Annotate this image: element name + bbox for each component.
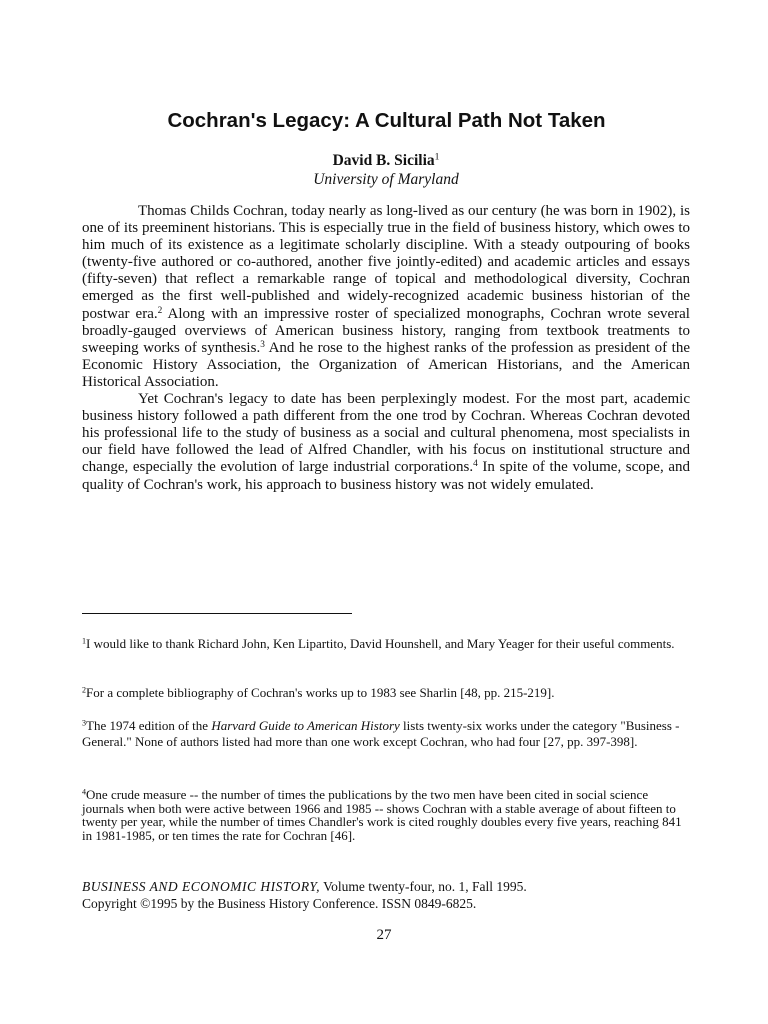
- text-run: The 1974 edition of the: [86, 718, 212, 733]
- text-run: For a complete bibliography of Cochran's works up to 1983 see Sharlin [48, pp. 215-219].: [86, 685, 555, 700]
- footnote-4: [82, 788, 690, 842]
- italic-title: Harvard Guide to American History: [211, 718, 400, 733]
- journal-citation: [82, 878, 692, 912]
- footnote-2: [82, 685, 690, 701]
- footnote-marker: 1: [82, 636, 87, 646]
- journal-line: [82, 878, 692, 895]
- footnote-marker: 2: [82, 685, 87, 695]
- footnote-3: [82, 718, 690, 749]
- author-line: [0, 151, 768, 170]
- body-paragraph: [82, 391, 690, 494]
- footnote-1: [82, 636, 690, 652]
- footnote-marker: 3: [260, 339, 265, 350]
- author-footnote-marker: 1: [434, 151, 440, 163]
- text-run: lists twenty-six works under the category "Business - General." None of authors listed had more than one work except Cochran, who had four [27, pp. 397-398].: [82, 718, 680, 749]
- author-block: [0, 151, 768, 189]
- copyright-line: Copyright ©1995 by the Business History Conference. ISSN 0849-6825.: [82, 896, 477, 911]
- text-run: Yet Cochran's legacy to date has been perplexingly modest. For the most part, academic business history followed a path different from the one trod by Cochran. Whereas Cochran devoted his professional life to the study of business as a social and cultural phenomena, most specialists in our field have followed the lead of Alfred Chandler, with his focus on institutional structure and change, especially the evolution of large industrial corporations.: [82, 391, 690, 476]
- text-run: In spite of the volume, scope, and quality of Cochran's work, his approach to business history was not widely emulated.: [82, 459, 690, 493]
- text-run: Thomas Childs Cochran, today nearly as long-lived as our century (he was born in 1902), is one of its preeminent historians. This is especially true in the field of business history, which owes to him much of its existence as a legitimate scholarly discipline. With a steady outpouring of books (twenty-five authored or co-authored, another five jointly-edited) and academic articles and essays (fifty-seven) that reflect a remarkable range of topical and methodological diversity, Cochran emerged as the first well-published and widely-recognized academic business historian of the postwar era.: [82, 203, 690, 322]
- text-run: One crude measure -- the number of times the publications by the two men have been cited in social science journals when both were active between 1966 and 1985 -- shows Cochran with a stable average of about fifteen to twenty per year, while the number of times Chandler's work is cited roughly doubles every five years, reaching 841 in 1981-1985, or ten times the rate for Cochran [46].: [82, 787, 682, 843]
- footnote-divider: [82, 613, 352, 614]
- body-paragraph: [82, 203, 690, 391]
- footnote-marker: 4: [82, 787, 87, 797]
- text-run: And he rose to the highest ranks of the profession as president of the Economic History Association, the Organization of American Historians, and the American Historical Association.: [82, 339, 691, 390]
- text-run: I would like to thank Richard John, Ken Lipartito, David Hounshell, and Mary Yeager for their useful comments.: [86, 636, 675, 651]
- article-title: Cochran's Legacy: A Cultural Path Not Taken: [167, 109, 606, 132]
- author-affiliation: University of Maryland: [313, 171, 459, 188]
- page-number: 27: [376, 927, 392, 943]
- footnote-marker: 2: [157, 305, 163, 316]
- footnote-marker: 3: [82, 718, 87, 728]
- article-body: [82, 203, 690, 494]
- journal-volume: Volume twenty-four, no. 1, Fall 1995.: [323, 879, 527, 894]
- footnote-marker: 4: [473, 459, 478, 470]
- author-name: David B. Sicilia: [332, 152, 435, 169]
- text-run: Along with an impressive roster of specialized monographs, Cochran wrote several broadly-gauged overviews of American business history, ranging from textbook treatments to sweeping works of synthesis.: [82, 305, 690, 356]
- journal-name: BUSINESS AND ECONOMIC HISTORY,: [82, 879, 321, 894]
